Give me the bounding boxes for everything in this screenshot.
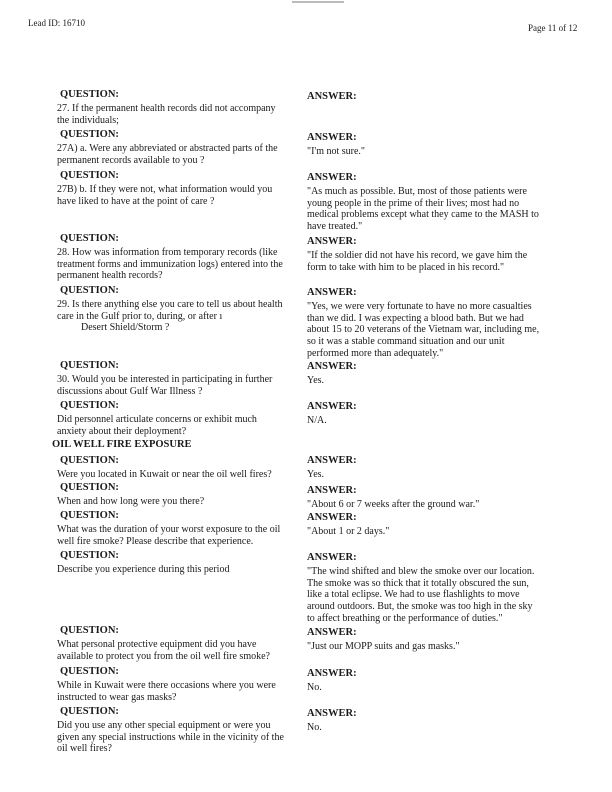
question-text-line: have liked to have at the point of care ? — [57, 195, 215, 207]
answer-text-line: Yes. — [307, 469, 325, 480]
answer-label: ANSWER: — [307, 287, 357, 298]
answer-text-line: like a total eclipse. We had to use flashlights to move — [307, 589, 520, 601]
question-text-line: Did you use any other special equipment or were you — [57, 720, 271, 731]
answer-block — [307, 286, 539, 360]
question-block — [57, 665, 276, 703]
answer-block — [307, 235, 527, 273]
question-block — [57, 284, 283, 334]
question-text-line: 27B) b. If they were not, what information would you — [57, 184, 273, 195]
answer-text-line: "Yes, we were very fortunate to have no more casualties — [307, 301, 532, 312]
question-text-line: Did personnel articulate concerns or exhibit much — [57, 414, 257, 425]
question-text-line: treatment forms and immunization logs) entered into the — [57, 258, 283, 270]
answer-text-line: "About 1 or 2 days." — [307, 526, 390, 537]
answer-label: ANSWER: — [307, 455, 357, 466]
answer-text-line: "I'm not sure." — [307, 146, 366, 157]
answer-text-line: around outdoors. But, the smoke was too high in the sky — [307, 601, 533, 613]
question-label: QUESTION: — [60, 129, 119, 140]
answer-block — [307, 360, 357, 387]
answer-label: ANSWER: — [307, 132, 357, 143]
question-text-line: 27A) a. Were any abbreviated or abstracted parts of the — [57, 143, 278, 154]
question-text-line: available to protect you from the oil well fire smoke? — [57, 650, 270, 662]
lead-id: Lead ID: 16710 — [28, 18, 85, 28]
question-block — [57, 399, 257, 437]
answer-label: ANSWER: — [307, 552, 357, 563]
question-text-line: 30. Would you be interested in participating in further — [57, 374, 273, 385]
answer-label: ANSWER: — [307, 708, 357, 719]
question-text-line: While in Kuwait were there occasions where you were — [57, 680, 276, 691]
answer-text-line: form to take with him to be placed in his record." — [307, 261, 505, 273]
question-block — [57, 88, 276, 126]
answer-text-line: N/A. — [307, 415, 327, 426]
answer-text-line: "As much as possible. But, most of those patients were — [307, 186, 527, 197]
answer-text-line: "If the soldier did not have his record, we gave him the — [307, 250, 528, 261]
answer-block — [307, 400, 357, 427]
question-label: QUESTION: — [60, 233, 119, 244]
question-label: QUESTION: — [60, 400, 119, 411]
answer-block — [307, 90, 357, 105]
question-label: QUESTION: — [60, 455, 119, 466]
answer-text-line: young people in the prime of their lives; most had no — [307, 197, 520, 209]
question-block — [57, 359, 272, 397]
question-block — [57, 481, 204, 508]
answer-text-line: Yes. — [307, 375, 325, 386]
answer-text-line: "Just our MOPP suits and gas masks." — [307, 641, 460, 652]
question-block — [57, 509, 280, 547]
answer-block — [307, 667, 357, 694]
question-label: QUESTION: — [60, 482, 119, 493]
question-label: QUESTION: — [60, 285, 119, 296]
answer-label: ANSWER: — [307, 485, 357, 496]
answer-block — [307, 454, 357, 481]
question-text-line: well fire smoke? Please describe that experience. — [57, 535, 254, 547]
question-block — [57, 454, 272, 481]
answer-text-line: have treated." — [307, 221, 363, 233]
page-number: Page 11 of 12 — [528, 23, 578, 33]
question-label: QUESTION: — [60, 550, 119, 561]
question-text-line: What personal protective equipment did you have — [57, 639, 257, 650]
question-label: QUESTION: — [60, 625, 119, 636]
answer-text-line: about 15 to 20 veterans of the Vietnam war, including me, — [307, 324, 540, 336]
answer-block — [307, 484, 479, 511]
question-label: QUESTION: — [60, 666, 119, 677]
answer-block — [307, 551, 534, 625]
question-text-line: the individuals; — [57, 114, 119, 126]
answer-text-line: medical problems except what they came to the MASH to — [307, 209, 539, 221]
question-text-line: permanent records available to you ? — [57, 154, 205, 166]
section-title: OIL WELL FIRE EXPOSURE — [52, 439, 192, 450]
question-text-line: Were you located in Kuwait or near the oil well fires? — [57, 469, 272, 480]
answer-text-line: so it was a stable command situation and our unit — [307, 336, 505, 348]
answer-label: ANSWER: — [307, 361, 357, 372]
answer-label: ANSWER: — [307, 91, 357, 102]
answer-block — [307, 626, 460, 653]
answer-text-line: than we did. I was expecting a blood bath. But we had — [307, 312, 524, 324]
question-text-line: care in the Gulf prior to, during, or after ı — [57, 310, 223, 322]
answer-block — [307, 707, 357, 734]
answer-label: ANSWER: — [307, 401, 357, 412]
question-text-line: given any special instructions while in the vicinity of the — [57, 731, 284, 743]
answer-text-line: The smoke was so thick that it totally obscured the sun, — [307, 577, 529, 589]
answer-block — [307, 171, 539, 233]
question-text-line: instructed to wear gas masks? — [57, 691, 177, 703]
scan-mark — [292, 1, 344, 3]
question-text-line: permanent health records? — [57, 270, 163, 282]
question-label: QUESTION: — [60, 89, 119, 100]
question-text-line: discussions about Gulf War Illness ? — [57, 385, 203, 397]
question-block — [57, 705, 284, 755]
answer-block — [307, 131, 365, 158]
answer-label: ANSWER: — [307, 512, 357, 523]
question-block — [57, 549, 229, 576]
answer-text-line: performed more than adequately." — [307, 347, 444, 359]
answer-label: ANSWER: — [307, 668, 357, 679]
answer-text-line: No. — [307, 682, 322, 693]
question-text-line: When and how long were you there? — [57, 496, 205, 507]
question-text-line: 27. If the permanent health records did not accompany — [57, 103, 276, 114]
answer-text-line: No. — [307, 722, 322, 733]
question-text-line: 28. How was information from temporary records (like — [57, 247, 278, 258]
answer-label: ANSWER: — [307, 172, 357, 183]
question-label: QUESTION: — [60, 360, 119, 371]
answer-text-line: "The wind shifted and blew the smoke over our location. — [307, 566, 535, 577]
question-block — [57, 128, 278, 166]
answer-text-line: to affect breathing or the performance of duties." — [307, 612, 503, 624]
question-text-line: anxiety about their deployment? — [57, 425, 187, 437]
answer-text-line: "About 6 or 7 weeks after the ground war." — [307, 499, 480, 510]
question-label: QUESTION: — [60, 706, 119, 717]
question-label: QUESTION: — [60, 510, 119, 521]
question-block — [57, 232, 283, 282]
question-text-line: What was the duration of your worst exposure to the oil — [57, 524, 281, 535]
question-block — [57, 624, 270, 662]
answer-label: ANSWER: — [307, 236, 357, 247]
question-text-line: 29. Is there anything else you care to tell us about health — [57, 299, 283, 310]
answer-label: ANSWER: — [307, 627, 357, 638]
question-text-line: oil well fires? — [57, 743, 112, 755]
answer-block — [307, 511, 389, 538]
question-text-line: Desert Shield/Storm ? — [81, 322, 170, 334]
question-label: QUESTION: — [60, 170, 119, 181]
question-block — [57, 169, 272, 207]
question-text-line: Describe you experience during this period — [57, 564, 230, 575]
